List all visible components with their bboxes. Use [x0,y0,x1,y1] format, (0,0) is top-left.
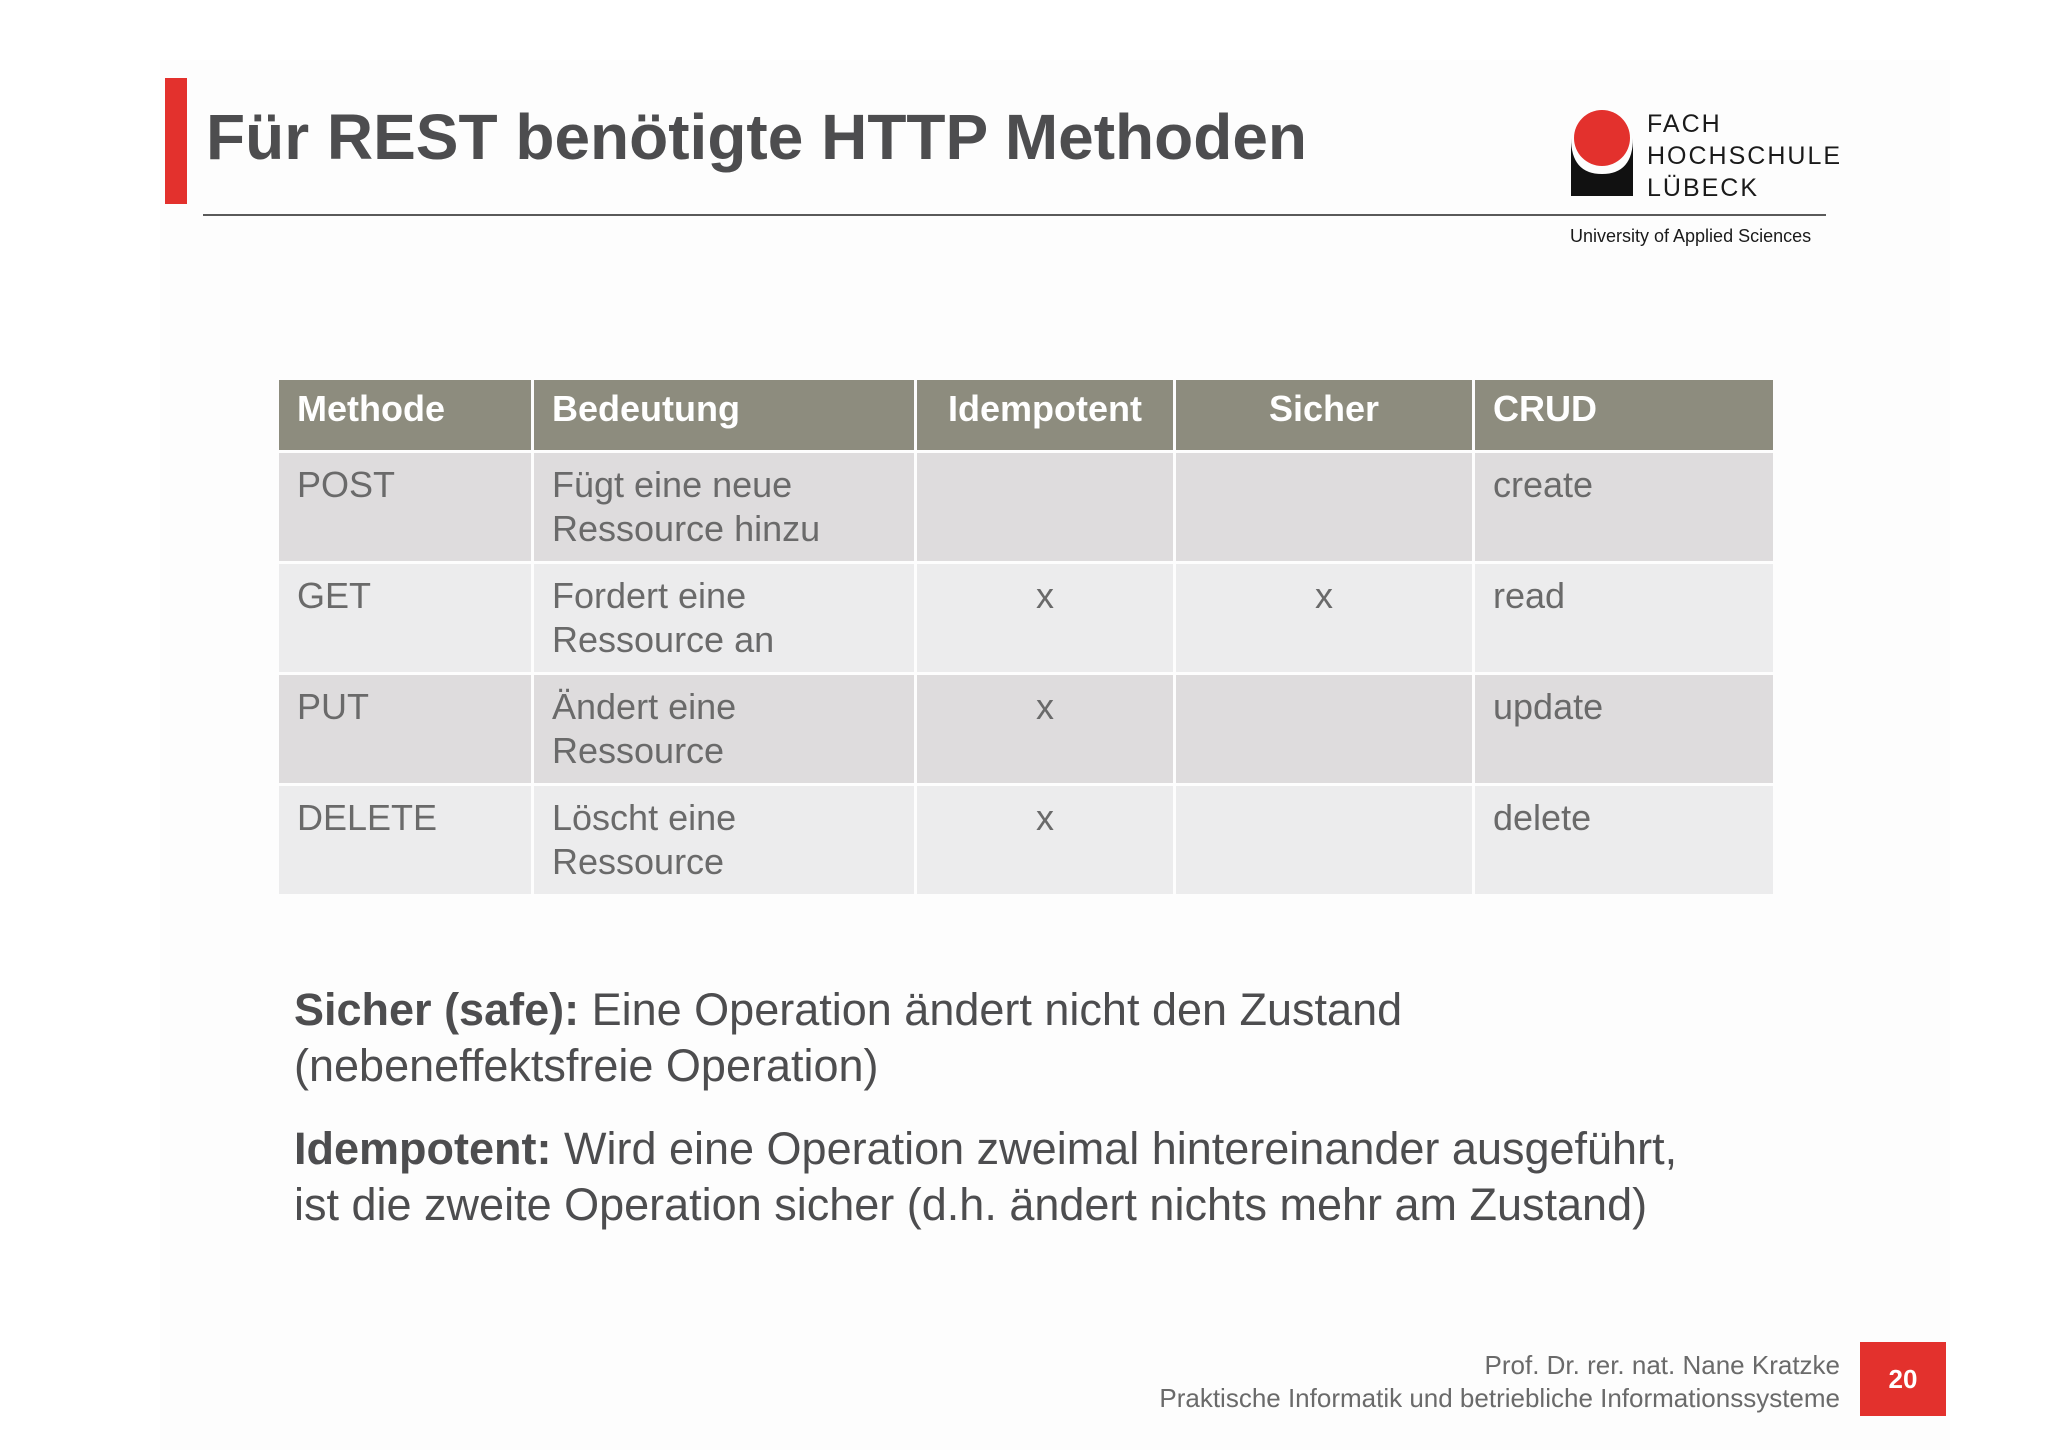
table-row [279,675,1773,783]
cell-crud: update [1475,675,1773,783]
cell-sicher [1176,675,1472,783]
cell-crud: delete [1475,786,1773,894]
university-name [1647,108,1842,204]
table-row [279,453,1773,561]
definition-idempotent-text: Wird eine Operation zweimal hintereinander ausgeführt, [551,1123,1678,1174]
cell-bedeutung-line: Fügt eine neue [552,464,793,505]
cell-methode: PUT [279,675,531,783]
logo-line-hochschule: HOCHSCHULE [1647,142,1843,170]
cell-bedeutung-line: Ändert eine [552,686,737,727]
header-sicher: Sicher [1176,380,1472,450]
cell-methode: GET [279,564,531,672]
cell-idempotent [917,453,1173,561]
definition-idempotent-text-cont: ist die zweite Operation sicher (d.h. ändert nichts mehr am Zustand) [294,1179,1648,1230]
cell-bedeutung [534,675,914,783]
title-divider [203,214,1826,216]
header-methode: Methode [279,380,531,450]
definition-idempotent [294,1121,1794,1233]
definition-safe-text: Eine Operation ändert nicht den Zustand [579,984,1403,1035]
cell-idempotent: x [917,675,1173,783]
page-number: 20 [1860,1342,1946,1416]
cell-idempotent: x [917,564,1173,672]
http-methods-table [276,377,1776,897]
cell-methode: POST [279,453,531,561]
cell-bedeutung [534,786,914,894]
table-row [279,786,1773,894]
cell-bedeutung [534,453,914,561]
cell-bedeutung-line: Ressource [552,730,725,771]
cell-bedeutung-line: Fordert eine [552,575,747,616]
cell-bedeutung-line: Ressource hinzu [552,508,821,549]
table-row [279,564,1773,672]
title-accent-bar [165,78,187,204]
cell-crud: read [1475,564,1773,672]
definition-idempotent-term: Idempotent: [294,1123,552,1174]
cell-idempotent: x [917,786,1173,894]
cell-sicher [1176,786,1472,894]
header-idempotent: Idempotent [917,380,1173,450]
definition-safe-text-cont: (nebeneffektsfreie Operation) [294,1040,879,1091]
definition-safe-term: Sicher (safe): [294,984,580,1035]
cell-sicher [1176,453,1472,561]
table-header-row [279,380,1773,450]
footer-course: Praktische Informatik und betriebliche Informationssysteme [1159,1383,1840,1413]
cell-bedeutung-line: Ressource [552,841,725,882]
slide-title: Für REST benötigte HTTP Methoden [206,101,1307,173]
cell-crud: create [1475,453,1773,561]
logo-line-fach: FACH [1647,110,1722,138]
cell-bedeutung [534,564,914,672]
cell-methode: DELETE [279,786,531,894]
header-crud: CRUD [1475,380,1773,450]
cell-bedeutung-line: Löscht eine [552,797,737,838]
header-bedeutung: Bedeutung [534,380,914,450]
university-subtitle: University of Applied Sciences [1570,226,1812,246]
footer-author: Prof. Dr. rer. nat. Nane Kratzke [1484,1350,1840,1380]
university-logo-icon [1569,108,1635,198]
cell-bedeutung-line: Ressource an [552,619,775,660]
logo-line-luebeck: LÜBECK [1647,174,1760,202]
cell-sicher: x [1176,564,1472,672]
definition-safe [294,982,1794,1094]
